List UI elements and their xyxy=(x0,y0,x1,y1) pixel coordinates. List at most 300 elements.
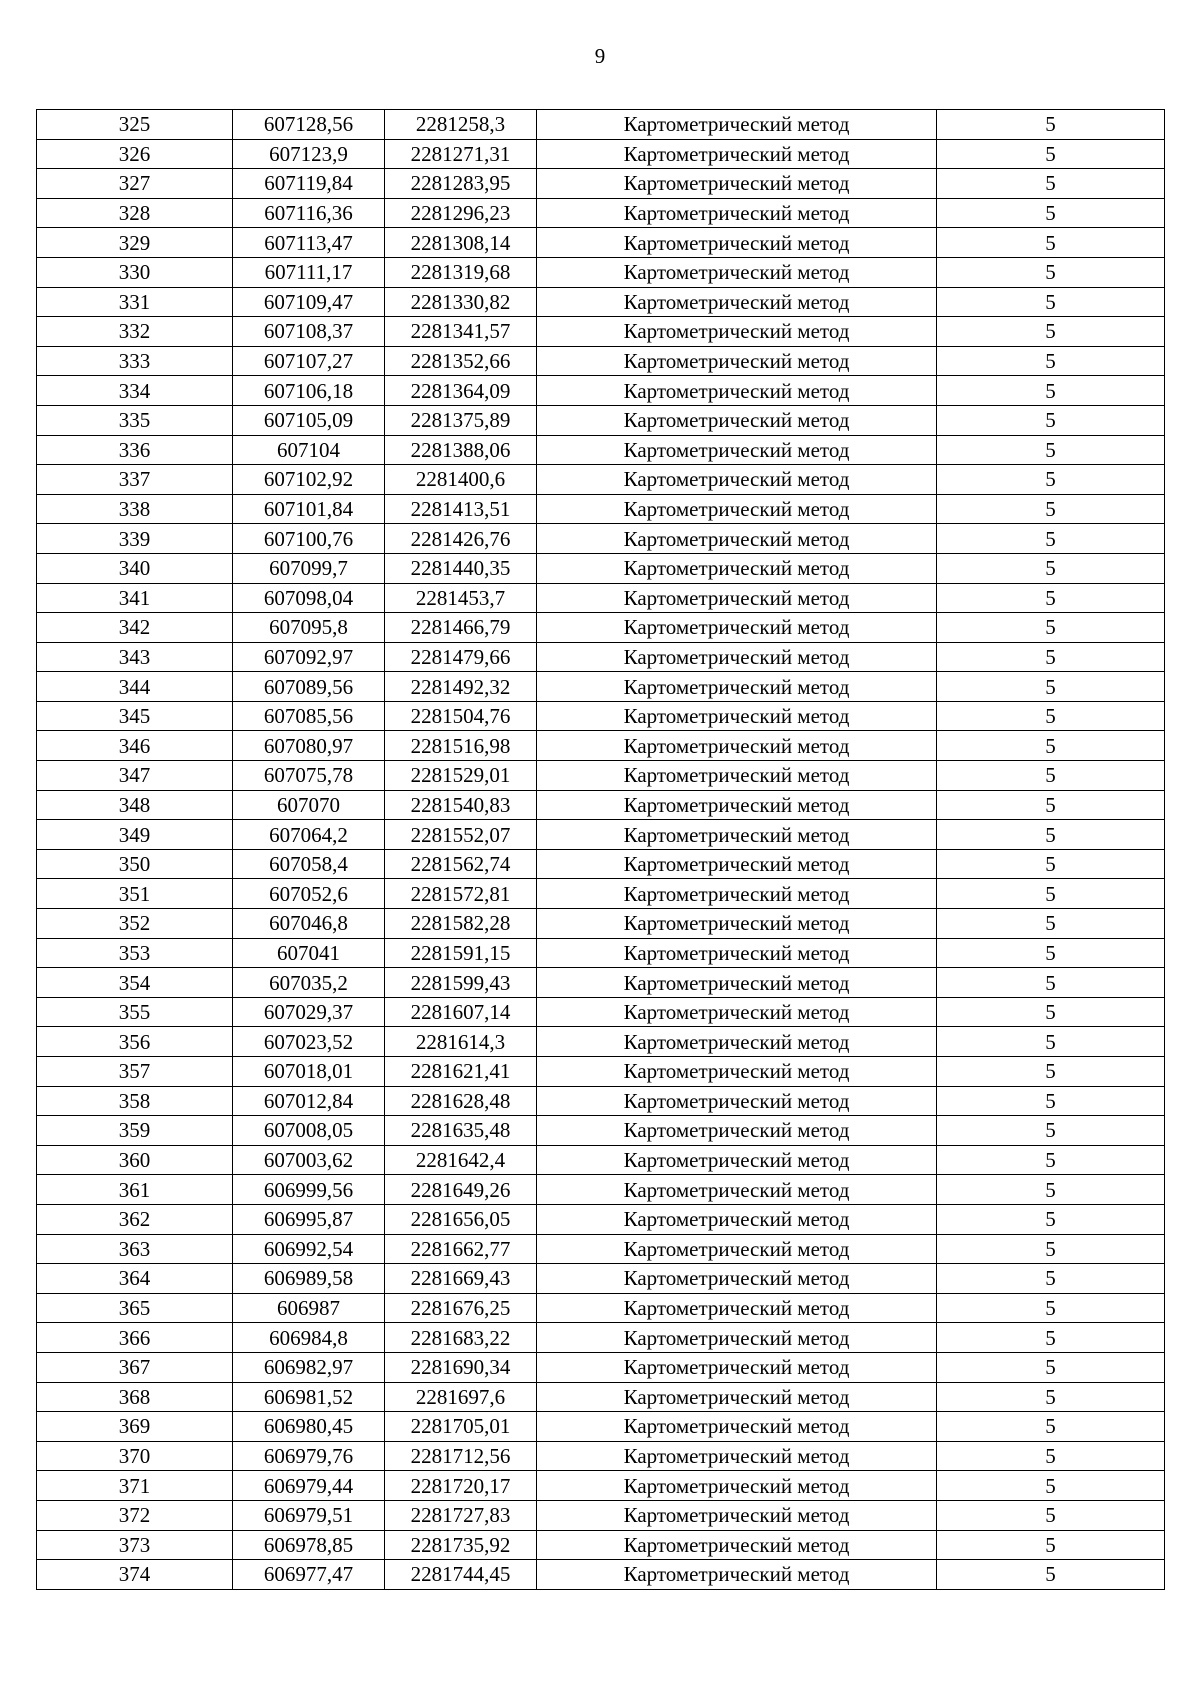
y-coordinate-cell: 2281529,01 xyxy=(385,761,537,791)
table-row xyxy=(37,346,1165,376)
table-row xyxy=(37,1560,1165,1590)
point-number-cell: 357 xyxy=(37,1057,233,1087)
accuracy-cell: 5 xyxy=(937,1471,1165,1501)
accuracy-cell: 5 xyxy=(937,642,1165,672)
x-coordinate-cell: 607029,37 xyxy=(233,997,385,1027)
point-number-cell: 362 xyxy=(37,1204,233,1234)
method-cell: Картометрический метод xyxy=(537,405,937,435)
point-number-cell: 374 xyxy=(37,1560,233,1590)
x-coordinate-cell: 607008,05 xyxy=(233,1116,385,1146)
point-number-cell: 366 xyxy=(37,1323,233,1353)
table-row xyxy=(37,731,1165,761)
y-coordinate-cell: 2281683,22 xyxy=(385,1323,537,1353)
point-number-cell: 365 xyxy=(37,1293,233,1323)
accuracy-cell: 5 xyxy=(937,405,1165,435)
x-coordinate-cell: 606982,97 xyxy=(233,1352,385,1382)
table-row xyxy=(37,435,1165,465)
x-coordinate-cell: 607089,56 xyxy=(233,672,385,702)
y-coordinate-cell: 2281330,82 xyxy=(385,287,537,317)
method-cell: Картометрический метод xyxy=(537,1204,937,1234)
y-coordinate-cell: 2281662,77 xyxy=(385,1234,537,1264)
y-coordinate-cell: 2281712,56 xyxy=(385,1441,537,1471)
y-coordinate-cell: 2281516,98 xyxy=(385,731,537,761)
y-coordinate-cell: 2281669,43 xyxy=(385,1264,537,1294)
x-coordinate-cell: 607012,84 xyxy=(233,1086,385,1116)
y-coordinate-cell: 2281582,28 xyxy=(385,909,537,939)
accuracy-cell: 5 xyxy=(937,938,1165,968)
accuracy-cell: 5 xyxy=(937,701,1165,731)
point-number-cell: 349 xyxy=(37,820,233,850)
table-row xyxy=(37,761,1165,791)
x-coordinate-cell: 607003,62 xyxy=(233,1145,385,1175)
accuracy-cell: 5 xyxy=(937,1027,1165,1057)
x-coordinate-cell: 607064,2 xyxy=(233,820,385,850)
method-cell: Картометрический метод xyxy=(537,287,937,317)
accuracy-cell: 5 xyxy=(937,257,1165,287)
method-cell: Картометрический метод xyxy=(537,494,937,524)
accuracy-cell: 5 xyxy=(937,376,1165,406)
x-coordinate-cell: 606977,47 xyxy=(233,1560,385,1590)
method-cell: Картометрический метод xyxy=(537,1560,937,1590)
table-row xyxy=(37,110,1165,140)
point-number-cell: 327 xyxy=(37,169,233,199)
table-row xyxy=(37,405,1165,435)
accuracy-cell: 5 xyxy=(937,1382,1165,1412)
method-cell: Картометрический метод xyxy=(537,1382,937,1412)
table-row xyxy=(37,1057,1165,1087)
table-row xyxy=(37,1175,1165,1205)
table-row xyxy=(37,1382,1165,1412)
accuracy-cell: 5 xyxy=(937,1057,1165,1087)
table-row xyxy=(37,1204,1165,1234)
accuracy-cell: 5 xyxy=(937,909,1165,939)
x-coordinate-cell: 606989,58 xyxy=(233,1264,385,1294)
y-coordinate-cell: 2281607,14 xyxy=(385,997,537,1027)
accuracy-cell: 5 xyxy=(937,849,1165,879)
table-row xyxy=(37,376,1165,406)
x-coordinate-cell: 606979,51 xyxy=(233,1500,385,1530)
table-row xyxy=(37,494,1165,524)
table-row xyxy=(37,1530,1165,1560)
point-number-cell: 348 xyxy=(37,790,233,820)
accuracy-cell: 5 xyxy=(937,1500,1165,1530)
accuracy-cell: 5 xyxy=(937,110,1165,140)
table-row xyxy=(37,997,1165,1027)
y-coordinate-cell: 2281540,83 xyxy=(385,790,537,820)
x-coordinate-cell: 607035,2 xyxy=(233,968,385,998)
point-number-cell: 339 xyxy=(37,524,233,554)
method-cell: Картометрический метод xyxy=(537,761,937,791)
x-coordinate-cell: 607052,6 xyxy=(233,879,385,909)
table-row xyxy=(37,1441,1165,1471)
table-row xyxy=(37,1086,1165,1116)
table-row xyxy=(37,1323,1165,1353)
y-coordinate-cell: 2281572,81 xyxy=(385,879,537,909)
coordinates-table-body xyxy=(37,110,1165,1590)
table-row xyxy=(37,790,1165,820)
accuracy-cell: 5 xyxy=(937,1264,1165,1294)
accuracy-cell: 5 xyxy=(937,287,1165,317)
table-row xyxy=(37,879,1165,909)
y-coordinate-cell: 2281308,14 xyxy=(385,228,537,258)
point-number-cell: 340 xyxy=(37,553,233,583)
y-coordinate-cell: 2281466,79 xyxy=(385,613,537,643)
point-number-cell: 333 xyxy=(37,346,233,376)
accuracy-cell: 5 xyxy=(937,1560,1165,1590)
method-cell: Картометрический метод xyxy=(537,1234,937,1264)
y-coordinate-cell: 2281676,25 xyxy=(385,1293,537,1323)
x-coordinate-cell: 607099,7 xyxy=(233,553,385,583)
point-number-cell: 363 xyxy=(37,1234,233,1264)
table-row xyxy=(37,938,1165,968)
accuracy-cell: 5 xyxy=(937,1145,1165,1175)
x-coordinate-cell: 606980,45 xyxy=(233,1412,385,1442)
y-coordinate-cell: 2281341,57 xyxy=(385,317,537,347)
x-coordinate-cell: 606992,54 xyxy=(233,1234,385,1264)
y-coordinate-cell: 2281364,09 xyxy=(385,376,537,406)
table-row xyxy=(37,1352,1165,1382)
x-coordinate-cell: 607104 xyxy=(233,435,385,465)
point-number-cell: 328 xyxy=(37,198,233,228)
point-number-cell: 329 xyxy=(37,228,233,258)
x-coordinate-cell: 607119,84 xyxy=(233,169,385,199)
method-cell: Картометрический метод xyxy=(537,553,937,583)
table-row xyxy=(37,1500,1165,1530)
point-number-cell: 343 xyxy=(37,642,233,672)
method-cell: Картометрический метод xyxy=(537,1471,937,1501)
y-coordinate-cell: 2281642,4 xyxy=(385,1145,537,1175)
method-cell: Картометрический метод xyxy=(537,1116,937,1146)
x-coordinate-cell: 607041 xyxy=(233,938,385,968)
y-coordinate-cell: 2281258,3 xyxy=(385,110,537,140)
method-cell: Картометрический метод xyxy=(537,820,937,850)
method-cell: Картометрический метод xyxy=(537,613,937,643)
method-cell: Картометрический метод xyxy=(537,317,937,347)
accuracy-cell: 5 xyxy=(937,435,1165,465)
y-coordinate-cell: 2281697,6 xyxy=(385,1382,537,1412)
x-coordinate-cell: 607101,84 xyxy=(233,494,385,524)
x-coordinate-cell: 607018,01 xyxy=(233,1057,385,1087)
point-number-cell: 369 xyxy=(37,1412,233,1442)
accuracy-cell: 5 xyxy=(937,968,1165,998)
y-coordinate-cell: 2281656,05 xyxy=(385,1204,537,1234)
point-number-cell: 341 xyxy=(37,583,233,613)
x-coordinate-cell: 607113,47 xyxy=(233,228,385,258)
point-number-cell: 354 xyxy=(37,968,233,998)
point-number-cell: 355 xyxy=(37,997,233,1027)
point-number-cell: 337 xyxy=(37,465,233,495)
method-cell: Картометрический метод xyxy=(537,1027,937,1057)
x-coordinate-cell: 607106,18 xyxy=(233,376,385,406)
accuracy-cell: 5 xyxy=(937,494,1165,524)
table-row xyxy=(37,701,1165,731)
method-cell: Картометрический метод xyxy=(537,257,937,287)
y-coordinate-cell: 2281705,01 xyxy=(385,1412,537,1442)
accuracy-cell: 5 xyxy=(937,731,1165,761)
y-coordinate-cell: 2281614,3 xyxy=(385,1027,537,1057)
table-row xyxy=(37,909,1165,939)
method-cell: Картометрический метод xyxy=(537,968,937,998)
table-row xyxy=(37,1116,1165,1146)
point-number-cell: 350 xyxy=(37,849,233,879)
x-coordinate-cell: 607108,37 xyxy=(233,317,385,347)
table-row xyxy=(37,1027,1165,1057)
x-coordinate-cell: 607075,78 xyxy=(233,761,385,791)
point-number-cell: 346 xyxy=(37,731,233,761)
x-coordinate-cell: 607128,56 xyxy=(233,110,385,140)
point-number-cell: 330 xyxy=(37,257,233,287)
y-coordinate-cell: 2281735,92 xyxy=(385,1530,537,1560)
y-coordinate-cell: 2281649,26 xyxy=(385,1175,537,1205)
accuracy-cell: 5 xyxy=(937,672,1165,702)
accuracy-cell: 5 xyxy=(937,1323,1165,1353)
point-number-cell: 356 xyxy=(37,1027,233,1057)
method-cell: Картометрический метод xyxy=(537,701,937,731)
accuracy-cell: 5 xyxy=(937,1530,1165,1560)
y-coordinate-cell: 2281562,74 xyxy=(385,849,537,879)
point-number-cell: 326 xyxy=(37,139,233,169)
x-coordinate-cell: 607102,92 xyxy=(233,465,385,495)
x-coordinate-cell: 606987 xyxy=(233,1293,385,1323)
y-coordinate-cell: 2281591,15 xyxy=(385,938,537,968)
y-coordinate-cell: 2281690,34 xyxy=(385,1352,537,1382)
x-coordinate-cell: 606978,85 xyxy=(233,1530,385,1560)
method-cell: Картометрический метод xyxy=(537,198,937,228)
point-number-cell: 358 xyxy=(37,1086,233,1116)
point-number-cell: 370 xyxy=(37,1441,233,1471)
method-cell: Картометрический метод xyxy=(537,376,937,406)
y-coordinate-cell: 2281413,51 xyxy=(385,494,537,524)
y-coordinate-cell: 2281479,66 xyxy=(385,642,537,672)
x-coordinate-cell: 607080,97 xyxy=(233,731,385,761)
x-coordinate-cell: 606979,44 xyxy=(233,1471,385,1501)
point-number-cell: 353 xyxy=(37,938,233,968)
point-number-cell: 359 xyxy=(37,1116,233,1146)
table-row xyxy=(37,820,1165,850)
table-row xyxy=(37,465,1165,495)
point-number-cell: 361 xyxy=(37,1175,233,1205)
point-number-cell: 338 xyxy=(37,494,233,524)
accuracy-cell: 5 xyxy=(937,1352,1165,1382)
method-cell: Картометрический метод xyxy=(537,1086,937,1116)
method-cell: Картометрический метод xyxy=(537,1500,937,1530)
table-row xyxy=(37,1264,1165,1294)
method-cell: Картометрический метод xyxy=(537,1323,937,1353)
table-row xyxy=(37,257,1165,287)
point-number-cell: 360 xyxy=(37,1145,233,1175)
y-coordinate-cell: 2281628,48 xyxy=(385,1086,537,1116)
x-coordinate-cell: 607085,56 xyxy=(233,701,385,731)
coordinates-table xyxy=(36,109,1165,1590)
point-number-cell: 371 xyxy=(37,1471,233,1501)
point-number-cell: 345 xyxy=(37,701,233,731)
method-cell: Картометрический метод xyxy=(537,465,937,495)
y-coordinate-cell: 2281453,7 xyxy=(385,583,537,613)
method-cell: Картометрический метод xyxy=(537,1530,937,1560)
accuracy-cell: 5 xyxy=(937,761,1165,791)
method-cell: Картометрический метод xyxy=(537,1412,937,1442)
y-coordinate-cell: 2281744,45 xyxy=(385,1560,537,1590)
table-row xyxy=(37,1412,1165,1442)
table-row xyxy=(37,1145,1165,1175)
point-number-cell: 351 xyxy=(37,879,233,909)
table-row xyxy=(37,139,1165,169)
method-cell: Картометрический метод xyxy=(537,110,937,140)
point-number-cell: 325 xyxy=(37,110,233,140)
accuracy-cell: 5 xyxy=(937,997,1165,1027)
y-coordinate-cell: 2281727,83 xyxy=(385,1500,537,1530)
y-coordinate-cell: 2281720,17 xyxy=(385,1471,537,1501)
x-coordinate-cell: 606979,76 xyxy=(233,1441,385,1471)
point-number-cell: 335 xyxy=(37,405,233,435)
y-coordinate-cell: 2281504,76 xyxy=(385,701,537,731)
method-cell: Картометрический метод xyxy=(537,1145,937,1175)
y-coordinate-cell: 2281492,32 xyxy=(385,672,537,702)
accuracy-cell: 5 xyxy=(937,465,1165,495)
accuracy-cell: 5 xyxy=(937,317,1165,347)
y-coordinate-cell: 2281319,68 xyxy=(385,257,537,287)
point-number-cell: 332 xyxy=(37,317,233,347)
x-coordinate-cell: 607092,97 xyxy=(233,642,385,672)
method-cell: Картометрический метод xyxy=(537,879,937,909)
accuracy-cell: 5 xyxy=(937,1293,1165,1323)
x-coordinate-cell: 607058,4 xyxy=(233,849,385,879)
method-cell: Картометрический метод xyxy=(537,997,937,1027)
method-cell: Картометрический метод xyxy=(537,1175,937,1205)
x-coordinate-cell: 607095,8 xyxy=(233,613,385,643)
point-number-cell: 364 xyxy=(37,1264,233,1294)
accuracy-cell: 5 xyxy=(937,790,1165,820)
x-coordinate-cell: 607123,9 xyxy=(233,139,385,169)
table-row xyxy=(37,849,1165,879)
method-cell: Картометрический метод xyxy=(537,1441,937,1471)
point-number-cell: 372 xyxy=(37,1500,233,1530)
table-row xyxy=(37,1471,1165,1501)
x-coordinate-cell: 607046,8 xyxy=(233,909,385,939)
method-cell: Картометрический метод xyxy=(537,139,937,169)
method-cell: Картометрический метод xyxy=(537,583,937,613)
y-coordinate-cell: 2281599,43 xyxy=(385,968,537,998)
accuracy-cell: 5 xyxy=(937,1175,1165,1205)
x-coordinate-cell: 607105,09 xyxy=(233,405,385,435)
page-number: 9 xyxy=(594,44,606,68)
x-coordinate-cell: 607109,47 xyxy=(233,287,385,317)
point-number-cell: 334 xyxy=(37,376,233,406)
table-row xyxy=(37,198,1165,228)
accuracy-cell: 5 xyxy=(937,139,1165,169)
y-coordinate-cell: 2281426,76 xyxy=(385,524,537,554)
table-row xyxy=(37,317,1165,347)
method-cell: Картометрический метод xyxy=(537,790,937,820)
table-row xyxy=(37,613,1165,643)
x-coordinate-cell: 607116,36 xyxy=(233,198,385,228)
x-coordinate-cell: 606984,8 xyxy=(233,1323,385,1353)
accuracy-cell: 5 xyxy=(937,169,1165,199)
y-coordinate-cell: 2281440,35 xyxy=(385,553,537,583)
y-coordinate-cell: 2281271,31 xyxy=(385,139,537,169)
accuracy-cell: 5 xyxy=(937,1086,1165,1116)
x-coordinate-cell: 606981,52 xyxy=(233,1382,385,1412)
point-number-cell: 344 xyxy=(37,672,233,702)
point-number-cell: 336 xyxy=(37,435,233,465)
x-coordinate-cell: 606995,87 xyxy=(233,1204,385,1234)
method-cell: Картометрический метод xyxy=(537,672,937,702)
y-coordinate-cell: 2281296,23 xyxy=(385,198,537,228)
method-cell: Картометрический метод xyxy=(537,1293,937,1323)
method-cell: Картометрический метод xyxy=(537,1057,937,1087)
accuracy-cell: 5 xyxy=(937,553,1165,583)
y-coordinate-cell: 2281621,41 xyxy=(385,1057,537,1087)
accuracy-cell: 5 xyxy=(937,228,1165,258)
accuracy-cell: 5 xyxy=(937,1412,1165,1442)
point-number-cell: 347 xyxy=(37,761,233,791)
accuracy-cell: 5 xyxy=(937,346,1165,376)
table-row xyxy=(37,642,1165,672)
y-coordinate-cell: 2281400,6 xyxy=(385,465,537,495)
accuracy-cell: 5 xyxy=(937,1441,1165,1471)
x-coordinate-cell: 607100,76 xyxy=(233,524,385,554)
table-row xyxy=(37,524,1165,554)
method-cell: Картометрический метод xyxy=(537,1352,937,1382)
method-cell: Картометрический метод xyxy=(537,228,937,258)
point-number-cell: 352 xyxy=(37,909,233,939)
point-number-cell: 368 xyxy=(37,1382,233,1412)
method-cell: Картометрический метод xyxy=(537,642,937,672)
method-cell: Картометрический метод xyxy=(537,731,937,761)
table-row xyxy=(37,287,1165,317)
table-row xyxy=(37,1234,1165,1264)
method-cell: Картометрический метод xyxy=(537,909,937,939)
y-coordinate-cell: 2281552,07 xyxy=(385,820,537,850)
table-row xyxy=(37,169,1165,199)
x-coordinate-cell: 607023,52 xyxy=(233,1027,385,1057)
table-row xyxy=(37,672,1165,702)
accuracy-cell: 5 xyxy=(937,1116,1165,1146)
accuracy-cell: 5 xyxy=(937,1234,1165,1264)
method-cell: Картометрический метод xyxy=(537,169,937,199)
method-cell: Картометрический метод xyxy=(537,849,937,879)
accuracy-cell: 5 xyxy=(937,524,1165,554)
x-coordinate-cell: 606999,56 xyxy=(233,1175,385,1205)
y-coordinate-cell: 2281375,89 xyxy=(385,405,537,435)
y-coordinate-cell: 2281352,66 xyxy=(385,346,537,376)
table-row xyxy=(37,968,1165,998)
table-row xyxy=(37,583,1165,613)
accuracy-cell: 5 xyxy=(937,820,1165,850)
table-row xyxy=(37,228,1165,258)
point-number-cell: 373 xyxy=(37,1530,233,1560)
accuracy-cell: 5 xyxy=(937,1204,1165,1234)
x-coordinate-cell: 607111,17 xyxy=(233,257,385,287)
table-row xyxy=(37,1293,1165,1323)
method-cell: Картометрический метод xyxy=(537,435,937,465)
accuracy-cell: 5 xyxy=(937,583,1165,613)
point-number-cell: 331 xyxy=(37,287,233,317)
x-coordinate-cell: 607070 xyxy=(233,790,385,820)
x-coordinate-cell: 607107,27 xyxy=(233,346,385,376)
table-row xyxy=(37,553,1165,583)
point-number-cell: 367 xyxy=(37,1352,233,1382)
x-coordinate-cell: 607098,04 xyxy=(233,583,385,613)
y-coordinate-cell: 2281635,48 xyxy=(385,1116,537,1146)
y-coordinate-cell: 2281388,06 xyxy=(385,435,537,465)
y-coordinate-cell: 2281283,95 xyxy=(385,169,537,199)
point-number-cell: 342 xyxy=(37,613,233,643)
accuracy-cell: 5 xyxy=(937,879,1165,909)
method-cell: Картометрический метод xyxy=(537,346,937,376)
method-cell: Картометрический метод xyxy=(537,938,937,968)
method-cell: Картометрический метод xyxy=(537,524,937,554)
